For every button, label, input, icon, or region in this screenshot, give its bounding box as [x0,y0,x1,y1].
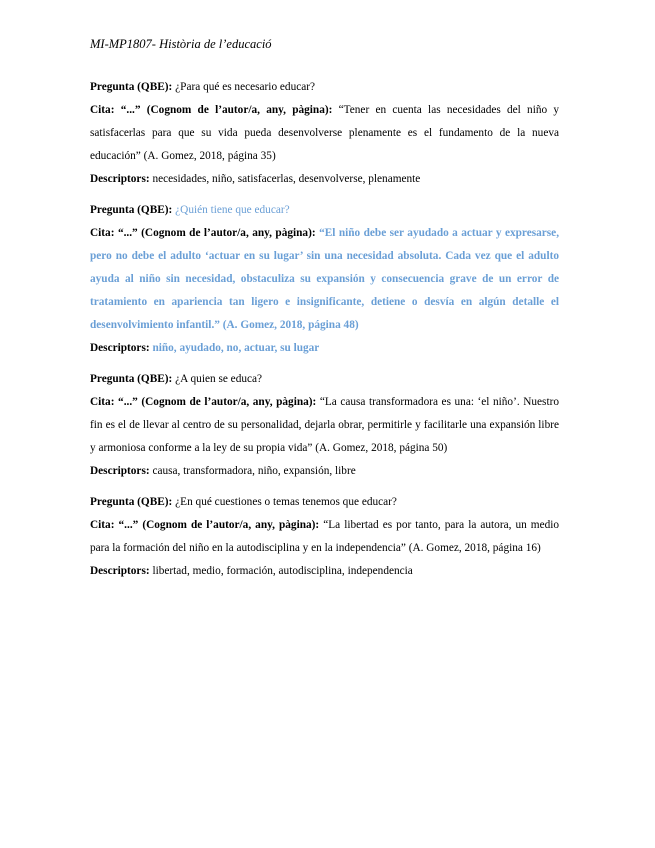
descriptors-line [90,168,559,191]
descriptors-label: Descriptors: [90,342,150,354]
question-label: Pregunta (QBE): [90,204,173,216]
citation-line [90,99,559,168]
citation-marker: “...” [118,519,139,531]
descriptors-label: Descriptors: [90,565,150,577]
citation-text: “La libertad es por tanto, para la autora, un medio para la formación del niño en la autodisciplina y en la independencia” (A. Gomez, 2018, página 16) [90,519,560,554]
citation-line [90,222,559,337]
citation-marker: “...” [118,396,138,408]
question-label: Pregunta (QBE): [90,496,173,508]
descriptors-line [90,460,559,483]
question-line [90,199,559,222]
question-line [90,368,559,391]
citation-line [90,514,559,560]
citation-label: Cita: [90,227,115,239]
citation-marker: “...” [120,104,141,116]
citation-text: “La causa transformadora es una: ‘el niño’. Nuestro fin es el de llevar al centro de su personalidad, dejarla obrar, permitirle y facilitarle una expansión libre y armoniosa conforme a la ley de su propia vida” (A. Gomez, 2018, página 50) [90,396,559,454]
document-header: MI-MP1807- Història de l’educació [90,37,272,51]
descriptors-text-wrap [152,342,319,354]
descriptors-text: niño, ayudado, no, actuar, su lugar [152,342,320,354]
citation-label: Cita: [90,396,115,408]
descriptors-text: causa, transformadora, niño, expansión, libre [152,465,356,477]
question-label: Pregunta (QBE): [90,373,173,385]
citation-marker: “...” [117,227,138,239]
citation-label: Cita: [90,519,115,531]
question-text: ¿Para qué es necesario educar? [175,81,316,93]
citation-reference-label: (Cognom de l’autor/a, any, pàgina): [146,104,333,116]
citation-line [90,391,559,460]
descriptors-label: Descriptors: [90,465,150,477]
citation-reference-label: (Cognom de l’autor/a, any, pàgina): [141,396,317,408]
citation-reference-label: (Cognom de l’autor/a, any, pàgina): [142,519,320,531]
descriptors-text: libertad, medio, formación, autodisciplina, independencia [152,565,413,577]
qbe-entry-1 [90,76,559,191]
qbe-entry-3 [90,368,559,483]
descriptors-label: Descriptors: [90,173,150,185]
descriptors-line [90,337,559,360]
citation-text-wrap [90,227,559,331]
qbe-entry-4 [90,491,559,583]
citation-reference-label: (Cognom de l’autor/a, any, pàgina): [141,227,316,239]
question-line [90,76,559,99]
citation-text: “Tener en cuenta las necesidades del niño y satisfacerlas para que su vida pueda desenvolverse plenamente es el fundamento de la nueva educación” (A. Gomez, 2018, página 35) [90,104,560,162]
citation-label: Cita: [90,104,115,116]
citation-text: “El niño debe ser ayudado a actuar y expresarse, pero no debe el adulto ‘actuar en su lugar’ sin una necesidad absoluta. Cada vez que el adulto ayuda al niño sin necesidad, obstaculiza su expansión y consecuencia grave de un error de tratamiento en apariencia tan ligero e insignificante, detiene o desvía en algún detalle el desenvolvimiento infantil.” (A. Gomez, 2018, página 48) [90,227,560,331]
descriptors-text: necesidades, niño, satisfacerlas, desenvolverse, plenamente [152,173,421,185]
question-text: ¿En qué cuestiones o temas tenemos que educar? [175,496,397,508]
question-text: ¿Quién tiene que educar? [175,204,290,216]
question-line [90,491,559,514]
question-label: Pregunta (QBE): [90,81,173,93]
descriptors-line [90,560,559,583]
question-text: ¿A quien se educa? [175,373,263,385]
qbe-entry-2 [90,199,559,360]
